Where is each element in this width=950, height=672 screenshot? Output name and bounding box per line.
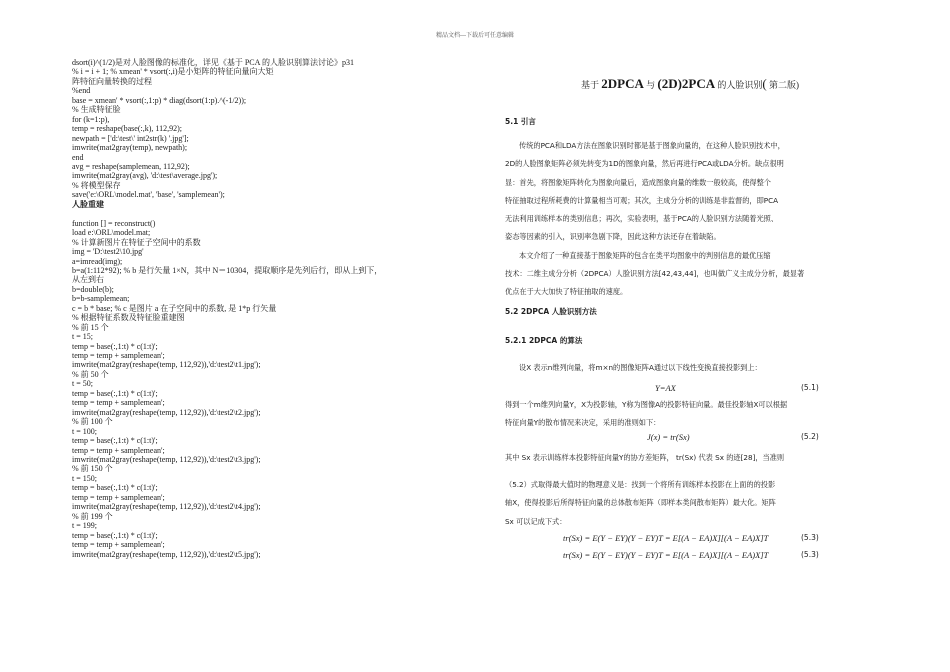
code-line: temp = base(:,1:t) * c(1:t)'; <box>72 436 158 446</box>
paragraph-projection <box>505 359 830 377</box>
code-line: % 前 100 个 <box>72 417 113 427</box>
code-line: temp = base(:,1:t) * c(1:t)'; <box>72 388 158 398</box>
text-line: 姿态等因素的引入，识别率急剧下降，因此这种方法还存在着缺陷。 <box>505 232 721 242</box>
code-line: % i = i + 1; % xmean' * vsort(:,i)是小矩阵的特征向量向大矩 <box>72 67 274 77</box>
code-line: a=imread(img); <box>72 256 123 266</box>
code-line: temp = base(:,1:t) * c(1:t)'; <box>72 341 158 351</box>
code-line: temp = temp + samplemean'; <box>72 351 165 361</box>
code-line: t = 199; <box>72 521 97 531</box>
code-line: base = xmean' * vsort(:,1:p) * diag(dsort(1:p).^(-1/2)); <box>72 95 247 105</box>
code-line: % 根据特征系数及特征脸重建图 <box>72 313 185 323</box>
code-line: avg = reshape(samplemean, 112,92); <box>72 161 190 171</box>
equation-5-2: J(x) = tr(Sx) <box>647 432 690 442</box>
title-2dpca: 2DPCA <box>601 76 644 91</box>
text-line: 本文介绍了一种直接基于图象矩阵的包含在类平均图象中的判别信息的最优压缩 <box>519 250 771 260</box>
code-line: % 计算新图片在特征子空间中的系数 <box>72 237 201 247</box>
code-line: % 前 150 个 <box>72 464 113 474</box>
equation-number-5-3-repeat: (5.3) <box>801 550 819 559</box>
code-line: temp = temp + samplemean'; <box>72 398 165 408</box>
code-line: end <box>72 152 84 162</box>
spacer <box>72 209 402 218</box>
code-line: t = 100; <box>72 426 97 436</box>
code-line: % 将模型保存 <box>72 180 121 190</box>
code-line: temp = reshape(base(:,k), 112,92); <box>72 124 182 134</box>
section-5-2-1-heading: 5.2.1 2DPCA 的算法 <box>505 336 583 345</box>
equation-5-3: tr(Sx) = E(Y − EY)(Y − EY)T = E[(A − EA)X][(A − EA)X]T <box>563 533 769 543</box>
code-line: 从左到右 <box>72 275 104 285</box>
equation-5-1: Y=AX <box>655 383 676 393</box>
title-prefix: 基于 <box>580 80 602 90</box>
paragraph-projection-axis <box>505 396 830 433</box>
text-line: 无法利用训练样本的类别信息；再次，实验表明，基于PCA的人脸识别方法随着光照、 <box>505 214 779 224</box>
code-line: b=b-samplemean; <box>72 294 130 304</box>
code-line: t = 150; <box>72 473 97 483</box>
code-line: load e:\ORL\model.mat; <box>72 228 151 238</box>
paragraph-criterion <box>505 476 830 531</box>
code-line: for (k=1:p), <box>72 114 110 124</box>
page-header: 精品文档---下载后可任意编辑 <box>436 33 514 39</box>
paragraph-intro <box>505 137 830 302</box>
code-line: imwrite(mat2gray(reshape(temp, 112,92)),'d:\test2\t4.jpg'); <box>72 502 261 512</box>
code-line: newpath = ['d:\test\' int2str(k) '.jpg']; <box>72 133 189 143</box>
code-line: b=double(b); <box>72 284 114 294</box>
code-line: imwrite(mat2gray(reshape(temp, 112,92)),'d:\test2\t1.jpg'); <box>72 360 261 370</box>
text-line: 技术：二维主成分分析（2DPCA）人脸识别方法[42,43,44]，也叫做广义主成分分析，最显著 <box>505 269 805 279</box>
code-line: imwrite(mat2gray(reshape(temp, 112,92)),'d:\test2\t5.jpg'); <box>72 549 261 559</box>
title-paren-open: ( <box>762 76 767 91</box>
section-heading-face-reconstruction: 人脸重建 <box>72 199 104 209</box>
section-5-2-heading: 5.2 2DPCA 人脸识别方法 <box>505 307 597 316</box>
text-line: 优点在于大大加快了特征抽取的速度。 <box>505 287 628 297</box>
code-line: %end <box>72 86 91 96</box>
equation-number-5-3: (5.3) <box>801 533 819 542</box>
title-edition: 第二版 <box>766 80 797 90</box>
title-paren-close: ) <box>796 80 800 90</box>
text-line: 其中 Sx 表示训练样本投影特征向量Y的协方差矩阵， tr(Sx) 代表 Sx 的迹[28]，当准则 <box>505 453 785 462</box>
document-title <box>545 76 835 92</box>
text-line: 2D的人脸图象矩阵必须先转变为1D的图象向量，然后再进行PCA或LDA分析。缺点很明 <box>505 159 784 169</box>
code-line: temp = base(:,1:t) * c(1:t)'; <box>72 530 158 540</box>
title-connector: 与 <box>643 80 658 90</box>
code-line: imwrite(mat2gray(temp), newpath); <box>72 143 188 153</box>
equation-number-5-2: (5.2) <box>801 432 819 441</box>
code-line: 阵特征向量转换的过程 <box>72 76 152 86</box>
text-line: 设X 表示n维列向量，将m×n的图像矩阵A通过以下线性变换直接投影到上： <box>519 363 762 372</box>
code-line: function [] = reconstruct() <box>72 218 156 228</box>
text-line: 轴X，使得投影后所得特征向量的总体散布矩阵（即样本类间散布矩阵）最大化。矩阵 <box>505 498 776 508</box>
code-line: t = 50; <box>72 379 93 389</box>
code-line: % 生成特征脸 <box>72 105 121 115</box>
code-line: t = 15; <box>72 332 93 342</box>
code-line: c = b * base; % c 是图片 a 在子空间中的系数, 是 1*p 行矢量 <box>72 303 277 313</box>
title-2d2pca: (2D)2PCA <box>657 76 716 91</box>
code-line: temp = temp + samplemean'; <box>72 445 165 455</box>
text-line: Sx 可以记成下式： <box>505 516 567 526</box>
text-line: 显：首先，将图象矩阵转化为图象向量后，造成图象向量的维数一般较高，使得整个 <box>505 177 771 187</box>
paragraph-covariance <box>505 449 830 467</box>
text-line: （5.2）式取得最大值时的物理意义是：找到一个将所有训练样本投影在上面的的投影 <box>505 480 776 489</box>
code-line: % 前 199 个 <box>72 511 113 521</box>
text-line: 特征向量Y的散布情况来决定，采用的准则如下： <box>505 418 661 428</box>
code-line: dsort(i)^(1/2)是对人脸图像的标准化，详见《基于 PCA 的人脸识别算法讨论》p31 <box>72 58 354 67</box>
code-line: imwrite(mat2gray(avg), 'd:\test\average.jpg'); <box>72 171 218 181</box>
code-line: imwrite(mat2gray(reshape(temp, 112,92)),'d:\test2\t2.jpg'); <box>72 407 261 417</box>
code-line: save('e:\ORL\model.mat', 'base', 'samplemean'); <box>72 190 225 200</box>
text-line: 特征抽取过程所耗费的计算量相当可观；其次，主成分分析的训练是非监督的，即PCA <box>505 195 779 205</box>
code-line: % 前 15 个 <box>72 322 109 332</box>
equation-number-5-1: (5.1) <box>801 383 819 392</box>
equation-5-3-repeat: tr(Sx) = E(Y − EY)(Y − EY)T = E[(A − EA)X][(A − EA)X]T <box>563 550 769 560</box>
section-5-1-heading: 5.1 引言 <box>505 117 536 126</box>
code-line: temp = temp + samplemean'; <box>72 492 165 502</box>
text-line: 得到一个m维列向量Y，X为投影轴，Y称为图像A的投影特征向量。最佳投影轴X可以根据 <box>505 400 788 409</box>
code-line: temp = base(:,1:t) * c(1:t)'; <box>72 483 158 493</box>
code-line: % 前 50 个 <box>72 369 109 379</box>
code-line: b=a(1:112*92); % b 是行矢量 1×N，其中 N＝10304，提取顺序是先列后行，即从上到下， <box>72 265 383 275</box>
code-line: imwrite(mat2gray(reshape(temp, 112,92)),'d:\test2\t3.jpg'); <box>72 455 261 465</box>
code-line: img = 'D:\test2\10.jpg' <box>72 247 144 257</box>
title-suffix: 的人脸识别 <box>715 80 763 90</box>
left-code-column <box>72 58 402 559</box>
code-line: temp = temp + samplemean'; <box>72 540 165 550</box>
text-line: 传统的PCA和LDA方法在图象识别时都是基于图象向量的，在这种人脸识别技术中， <box>519 141 785 150</box>
